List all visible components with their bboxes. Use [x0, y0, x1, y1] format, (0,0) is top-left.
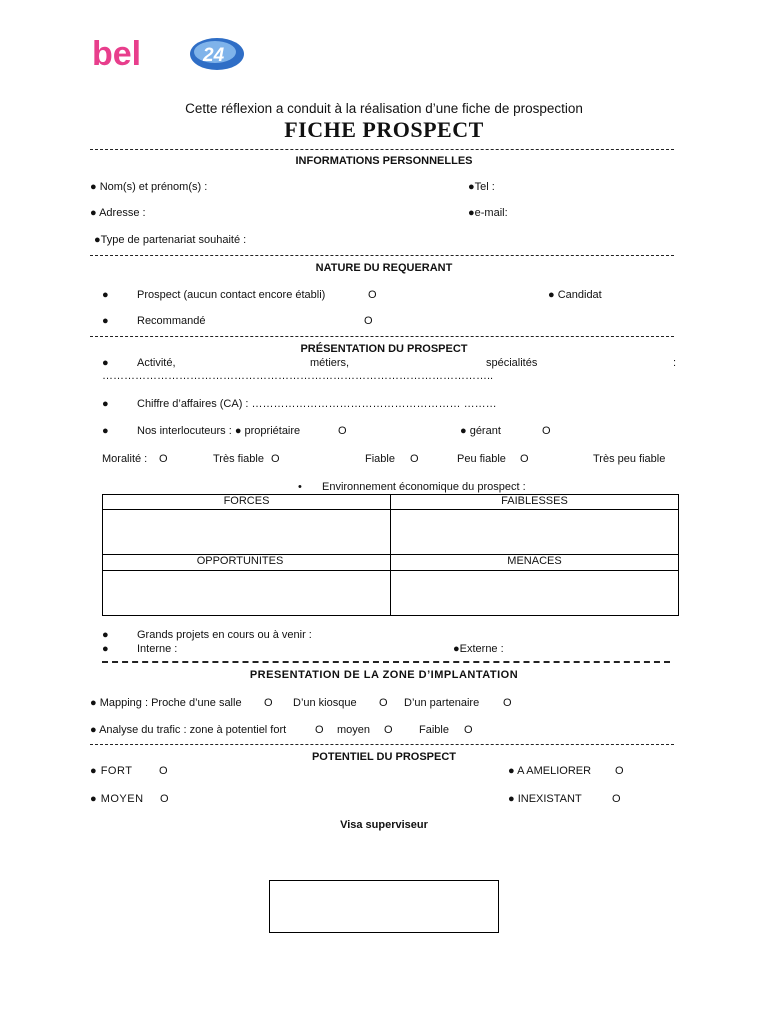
field-externe: ●Externe :	[453, 643, 504, 655]
divider	[90, 336, 674, 337]
checkbox-gerant[interactable]: O	[542, 425, 551, 437]
option-moyen: moyen	[337, 724, 371, 736]
dotted-line: ……………………………………………………………………………………………..	[102, 370, 494, 382]
swot-table	[102, 494, 679, 616]
field-mapping: ● Mapping : Proche d’une salle	[90, 697, 242, 709]
checkbox-potentiel-fort[interactable]: O	[159, 765, 168, 777]
swot-faiblesses-header: FAIBLESSES	[501, 495, 568, 507]
option-inexistant: ● INEXISTANT	[508, 793, 582, 805]
field-adresse: ● Adresse :	[90, 207, 146, 219]
checkbox-potentiel-moyen[interactable]: O	[160, 793, 169, 805]
option-tres-fiable: Très fiable	[213, 453, 264, 465]
field-specialites: spécialités	[486, 357, 538, 369]
field-activite: Activité,	[137, 357, 176, 369]
intro-text: Cette réflexion a conduit à la réalisation d’une fiche de prospection	[185, 101, 583, 116]
bullet: ●	[102, 643, 109, 655]
checkbox-tres-fiable[interactable]: O	[271, 453, 280, 465]
option-fiable: Fiable	[365, 453, 395, 465]
small-bullet: •	[298, 481, 302, 493]
field-interne: Interne :	[137, 643, 178, 655]
field-tel: ●Tel :	[468, 181, 495, 193]
visa-signature-box[interactable]	[269, 880, 499, 933]
field-nom: ● Nom(s) et prénom(s) :	[90, 181, 208, 193]
checkbox-prospect[interactable]: O	[368, 289, 377, 301]
checkbox-peu-fiable[interactable]: O	[520, 453, 529, 465]
checkbox-inexistant[interactable]: O	[612, 793, 621, 805]
option-peu-fiable: Peu fiable	[457, 453, 506, 465]
field-email: ●e-mail:	[468, 207, 508, 219]
checkbox-moyen[interactable]: O	[384, 724, 393, 736]
logo-text: bel	[92, 35, 142, 73]
option-faible: Faible	[419, 724, 449, 736]
option-prospect: Prospect (aucun contact encore établi)	[137, 289, 326, 301]
option-candidat: ● Candidat	[548, 289, 602, 301]
checkbox-fort[interactable]: O	[315, 724, 324, 736]
checkbox-proprietaire[interactable]: O	[338, 425, 347, 437]
swot-menaces-header: MENACES	[507, 555, 562, 567]
checkbox-partenaire[interactable]: O	[503, 697, 512, 709]
option-tres-peu-fiable: Très peu fiable	[593, 453, 666, 465]
checkbox-faible[interactable]: O	[464, 724, 473, 736]
section-info-heading: INFORMATIONS PERSONNELLES	[295, 155, 473, 167]
checkbox-moralite[interactable]: O	[159, 453, 168, 465]
option-recommande: Recommandé	[137, 315, 206, 327]
checkbox-kiosque[interactable]: O	[379, 697, 388, 709]
field-interlocuteurs: Nos interlocuteurs : ● propriétaire	[137, 425, 301, 437]
bullet: ●	[102, 425, 109, 437]
option-gerant: ● gérant	[460, 425, 501, 437]
bel24-logo	[92, 34, 252, 74]
divider	[102, 661, 670, 663]
checkbox-salle[interactable]: O	[264, 697, 273, 709]
option-kiosque: D’un kiosque	[293, 697, 357, 709]
logo-badge-text: 24	[203, 45, 225, 66]
option-potentiel-fort: ● FORT	[90, 765, 133, 777]
section-potentiel-heading: POTENTIEL DU PROSPECT	[311, 751, 457, 763]
bullet: ●	[102, 629, 109, 641]
option-potentiel-moyen: ● MOYEN	[90, 793, 144, 805]
divider	[90, 149, 674, 150]
section-presentation-heading: PRÉSENTATION DU PROSPECT	[300, 343, 468, 355]
bullet: ●	[102, 315, 109, 327]
label-moralite: Moralité :	[102, 453, 148, 465]
divider	[90, 744, 674, 745]
visa-label: Visa superviseur	[340, 819, 428, 831]
field-environnement: Environnement économique du prospect :	[322, 481, 526, 493]
field-partenariat: ●Type de partenariat souhaité :	[94, 234, 247, 246]
colon: :	[673, 357, 677, 369]
field-grands-projets: Grands projets en cours ou à venir :	[137, 629, 312, 641]
swot-opportunites-header: OPPORTUNITES	[196, 555, 284, 567]
option-partenaire: D’un partenaire	[404, 697, 480, 709]
swot-forces-header: FORCES	[223, 495, 270, 507]
page-title: FICHE PROSPECT	[284, 117, 484, 142]
checkbox-ameliorer[interactable]: O	[615, 765, 624, 777]
bullet: ●	[102, 398, 109, 410]
field-trafic: ● Analyse du trafic : zone à potentiel fort	[90, 724, 287, 736]
field-chiffre-affaires: Chiffre d’affaires (CA) : ………………………………………………… ………	[137, 398, 497, 410]
section-zone-heading: PRESENTATION DE LA ZONE D’IMPLANTATION	[249, 669, 519, 681]
bullet: ●	[102, 289, 109, 301]
checkbox-fiable[interactable]: O	[410, 453, 419, 465]
section-nature-heading: NATURE DU REQUERANT	[315, 262, 453, 274]
checkbox-recommande[interactable]: O	[364, 315, 373, 327]
option-ameliorer: ● A AMELIORER	[508, 765, 592, 777]
bullet: ●	[102, 357, 109, 369]
field-metiers: métiers,	[310, 357, 350, 369]
divider	[90, 255, 674, 256]
